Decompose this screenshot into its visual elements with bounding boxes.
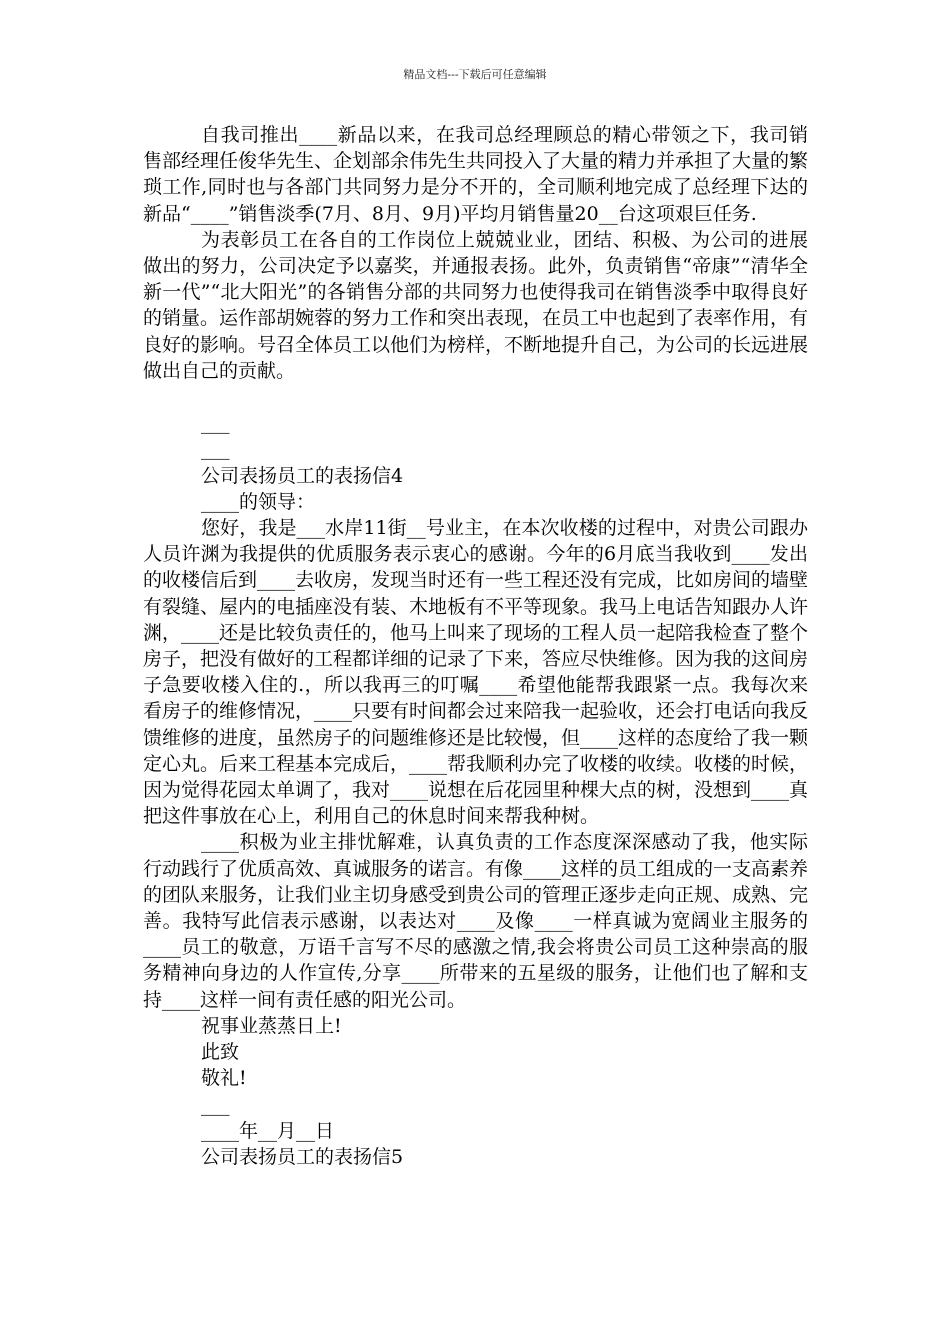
separator-line-1: ___: [201, 412, 230, 435]
paragraph-3: 您好，我是___水岸11街__号业主，在本次收楼的过程中，对贵公司跟办人员许渊为我提供的优质服务表示衷心的感谢。今年的6月底当我收到____发出的收楼信后到____去收房，发现当时还有一些工程还没有完成，比如房间的墙壁有裂缝、屋内的电插座没有装、木地板有不平等现象。我马上电话告知跟办人许渊，____还是比较负责任的，他马上叫来了现场的工程人员一起陪我检查了整个房子，把没有做好的工程都详细的记录了下来，答应尽快维修。因为我的这间房子急要收楼入住的.，所以我再三的叮嘱____希望他能帮我跟紧一点。我每次来看房子的维修情况，____只要有时间都会过来陪我一起验收，还会打电话向我反馈维修的进度，虽然房子的问题维修还是比较慢，但____这样的态度给了我一颗定心丸。后来工程基本完成后，____帮我顺利办完了收楼的收续。收楼的时候，因为觉得花园太单调了，我对____说想在后花园里种棵大点的树，没想到____真把这件事放在心上，利用自己的休息时间来帮我种树。: [143, 517, 809, 828]
wish-line: 祝事业蒸蒸日上!: [201, 1014, 342, 1037]
salutation: ____的领导：: [201, 490, 316, 513]
paragraph-2: 为表彰员工在各自的工作岗位上兢兢业业，团结、积极、为公司的进展做出的努力，公司决定予以嘉奖，并通报表扬。此外，负责销售“帝康”“清华全新一代”“北大阳光”的各销售分部的共同努力也使得我司在销售淡季中取得良好的销量。运作部胡婉蓉的努力工作和突出表现，在员工中也起到了表率作用，有良好的影响。号召全体员工以他们为榜样，不断地提升自己，为公司的长远进展做出自己的贡献。: [143, 228, 809, 382]
separator-line-2: ___: [201, 438, 230, 461]
closing-line-2: 敬礼!: [201, 1067, 247, 1090]
paragraph-1: 自我司推出____新品以来，在我司总经理顾总的精心带领之下，我司销售部经理任俊华先生、企划部余伟先生共同投入了大量的精力并承担了大量的繁琐工作,同时也与各部门共同努力是分不开的，全司顺利地完成了总经理下达的新品“____”销售淡季(7月、8月、9月)平均月销售量20__台这项艰巨任务.: [143, 124, 809, 225]
letter-title-4: 公司表扬员工的表扬信4: [201, 464, 404, 487]
page-header: 精品文档---下载后可任意编辑: [403, 68, 547, 81]
closing-line-1: 此致: [201, 1041, 240, 1064]
blank-line: [143, 384, 808, 410]
letter-title-5: 公司表扬员工的表扬信5: [201, 1145, 404, 1168]
document-body: [143, 122, 808, 1170]
paragraph-4: ____积极为业主排忧解难，认真负责的工作态度深深感动了我，他实际行动践行了优质高效、真诚服务的诺言。有像____这样的员工组成的一支高素养的团队来服务，让我们业主切身感受到贵公司的管理正逐步走向正规、成熟、完善。我特写此信表示感谢，以表达对____及像____一样真诚为宽阔业主服务的____员工的敬意，万语千言写不尽的感激之情,我会将贵公司员工这种崇高的服务精神向身边的人作宣传,分享____所带来的五星级的服务，让他们也了解和支持____这样一间有责任感的阳光公司。: [143, 831, 809, 1011]
date-line: ____年__月__日: [201, 1119, 335, 1142]
signature-line: ___: [201, 1093, 230, 1116]
